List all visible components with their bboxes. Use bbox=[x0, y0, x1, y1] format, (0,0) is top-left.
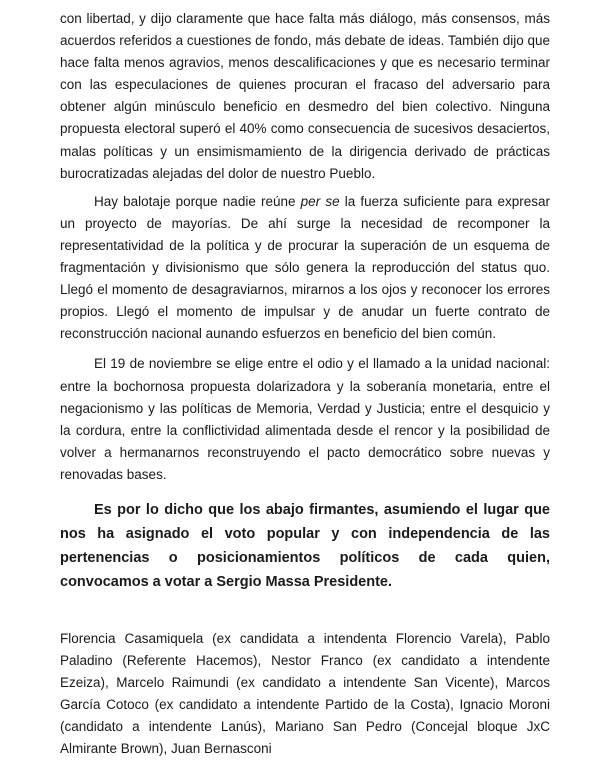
document-page bbox=[60, 8, 550, 761]
paragraph-convocatoria: Es por lo dicho que los abajo firmantes, asumiendo el lugar que nos ha asignado el voto popular y con independencia de las pertenencias o posicionamientos políticos de cada quien, convocamos a votar a Sergio Massa Presidente. bbox=[60, 501, 550, 590]
paragraph-19-noviembre: El 19 de noviembre se elige entre el odio y el llamado a la unidad nacional: entre la bochornosa propuesta dolarizadora y la soberanía monetaria, entre el negacionismo y las políticas de Memoria, Verdad y Justicia; entre el desquicio y la cordura, entre la conflictividad alimentada desde el rencor y la posibilidad de volver a hermanarnos reconstruyendo el pacto democrático sobre nuevas y renovadas bases. bbox=[60, 356, 550, 482]
paragraph-balotaje bbox=[60, 191, 550, 346]
signatories-list: Florencia Casamiquela (ex candidata a intendenta Florencio Varela), Pablo Paladino (Referente Hacemos), Nestor Franco (ex candidato a intendente Ezeiza), Marcelo Raimundi (ex candidato a intendente San Vicente), Marcos García Cotoco (ex candidato a intendente Partido de la Costa), Ignacio Moroni (candidato a intendente Lanús), Mariano San Pedro (Concejal bloque JxC Almirante Brown), Juan Bernasconi bbox=[60, 630, 550, 757]
paragraph-balotaje-end: la fuerza suficiente para expresar un proyecto de mayorías. De ahí surge la necesidad de recomponer la representatividad de la política y de procurar la superación de un esquema de fragmentación y divisionismo que sólo genera la reproducción del status quo. Llegó el momento de desagraviarnos, mirarnos a los ojos y reconocer los errores propios. Llegó el momento de impulsar y de anudar un fuerte contrato de reconstrucción nacional aunando esfuerzos en beneficio del bien común. bbox=[60, 193, 550, 342]
paragraph-continuation: con libertad, y dijo claramente que hace falta más diálogo, más consensos, más acuerdos referidos a cuestiones de fondo, más debate de ideas. También dijo que hace falta menos agravios, menos descalificaciones y que es necesario terminar con las especulaciones de quienes procuran el fracaso del adversario para obtener algún minúsculo beneficio en desmedro del bien colectivo. Ninguna propuesta electoral superó el 40% como consecuencia de sucesivos desaciertos, malas políticas y un ensimismamiento de la dirigencia derivado de prácticas burocratizadas alejadas del dolor de nuestro Pueblo. bbox=[60, 11, 550, 181]
paragraph-balotaje-start: Hay balotaje porque nadie reúne bbox=[94, 193, 301, 209]
paragraph-balotaje-italic: per se bbox=[300, 193, 340, 209]
